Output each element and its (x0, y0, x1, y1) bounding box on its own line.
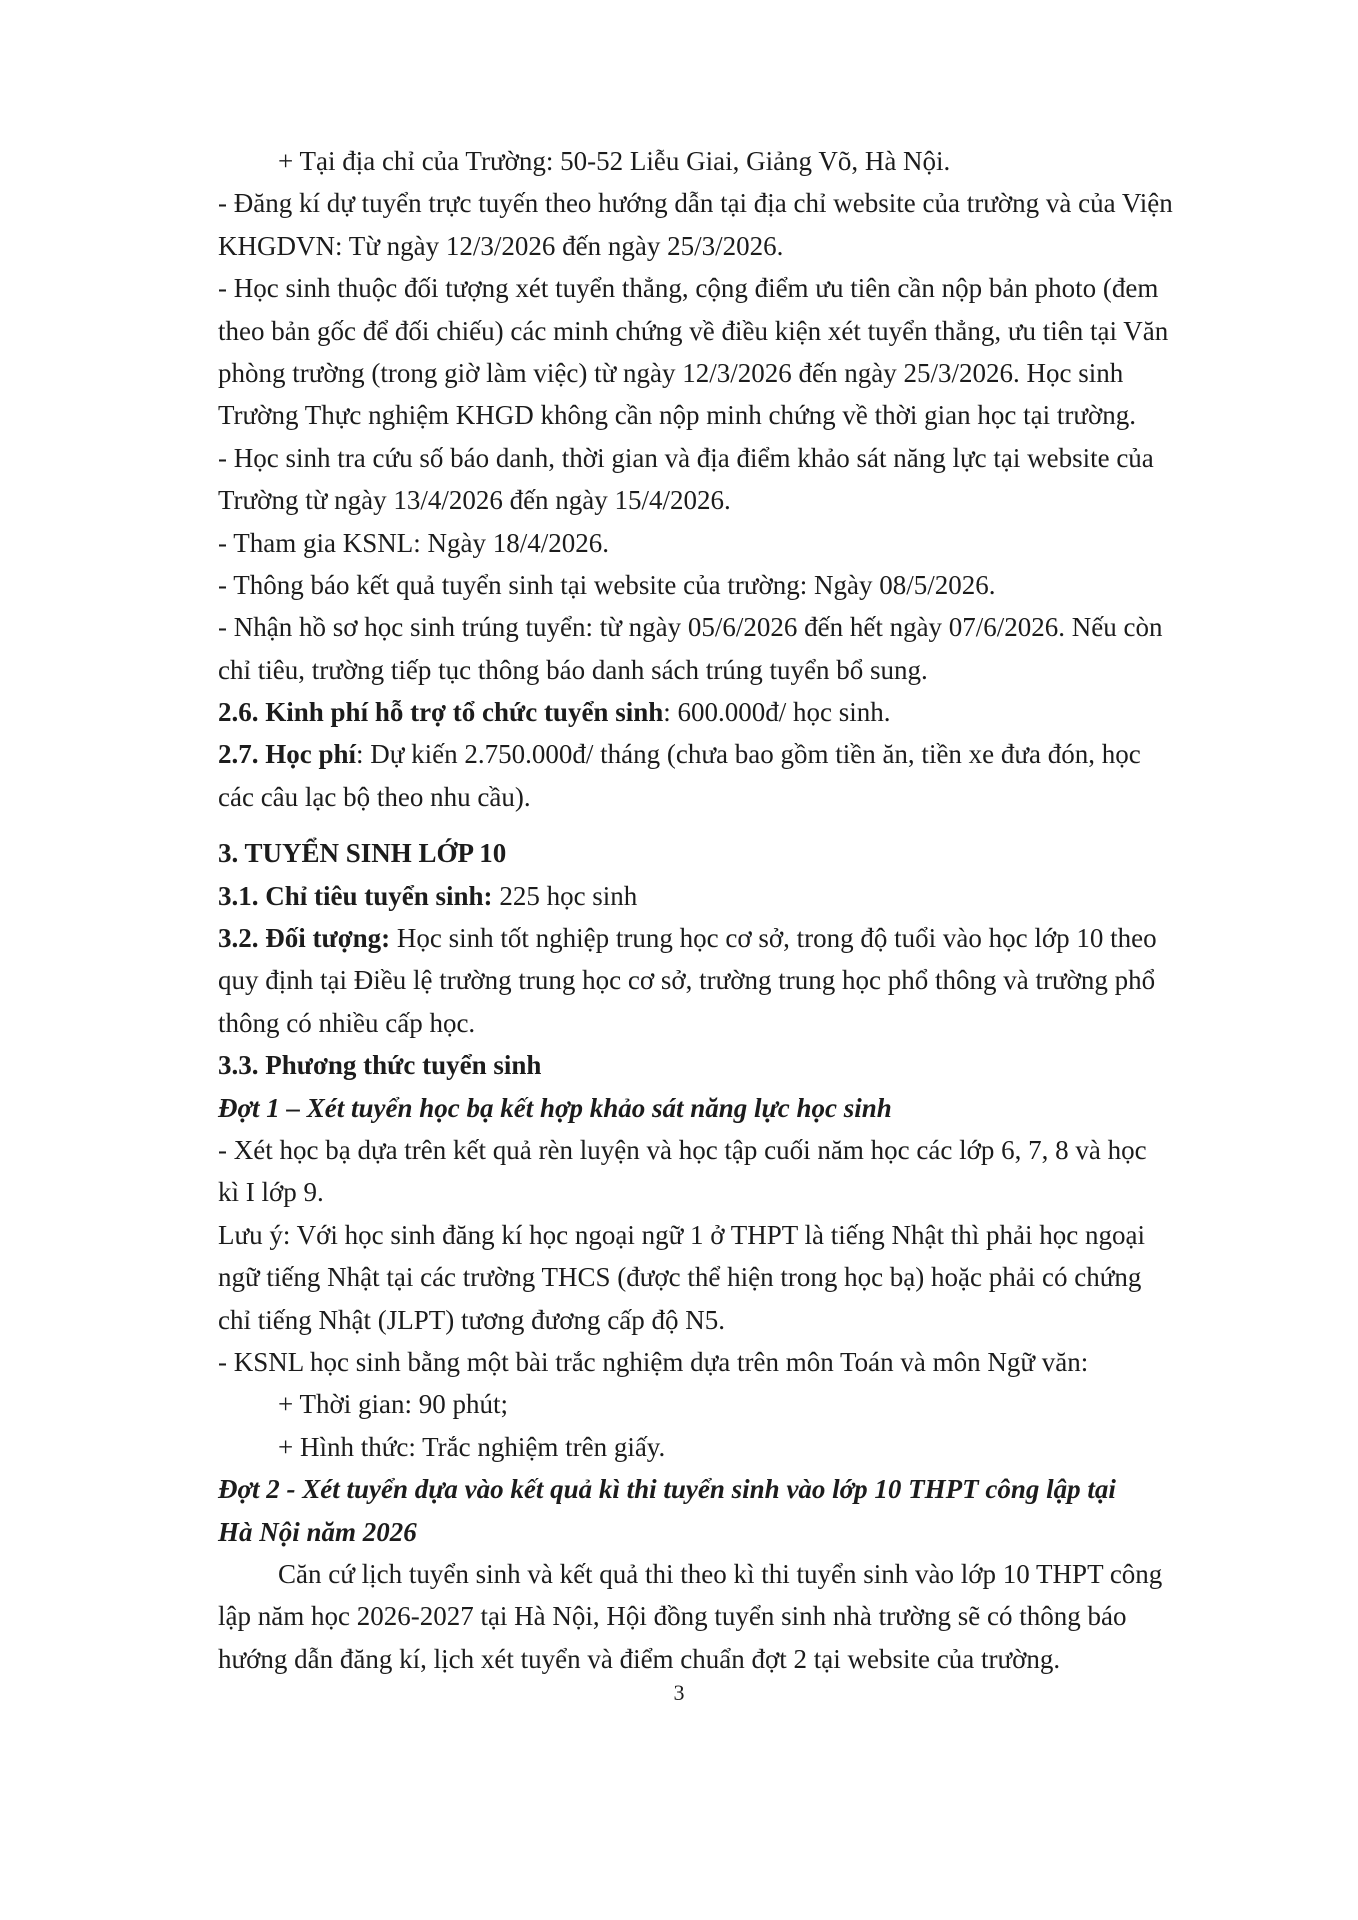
text-line: ngữ tiếng Nhật tại các trường THCS (được thể hiện trong học bạ) hoặc phải có chứng (218, 1262, 1142, 1293)
text-line: hướng dẫn đăng kí, lịch xét tuyển và điểm chuẩn đợt 2 tại website của trường. (218, 1643, 1061, 1674)
line-text: : Dự kiến 2.750.000đ/ tháng (chưa bao gồm tiền ăn, tiền xe đưa đón, học (356, 739, 1141, 770)
text-line: quy định tại Điều lệ trường trung học cơ sở, trường trung học phổ thông và trường phổ (218, 965, 1156, 996)
line-label: 2.7. Học phí (218, 739, 357, 770)
section-heading: 3. TUYỂN SINH LỚP 10 (218, 838, 507, 869)
text-line: Căn cứ lịch tuyển sinh và kết quả thi theo kì thi tuyển sinh vào lớp 10 THPT công (278, 1558, 1163, 1589)
text-line: Trường Thực nghiệm KHGD không cần nộp minh chứng về thời gian học tại trường. (218, 400, 1137, 431)
text-line: kì I lớp 9. (218, 1177, 324, 1208)
labeled-line (218, 733, 1218, 775)
text-line: chỉ tiếng Nhật (JLPT) tương đương cấp độ N5. (218, 1304, 725, 1335)
text-line: KHGDVN: Từ ngày 12/3/2026 đến ngày 25/3/2026. (218, 230, 784, 261)
text-line: - Đăng kí dự tuyển trực tuyến theo hướng dẫn tại địa chỉ website của trường và của Viện (218, 188, 1173, 219)
text-line: chỉ tiêu, trường tiếp tục thông báo danh sách trúng tuyển bổ sung. (218, 654, 928, 685)
page-number: 3 (673, 1680, 685, 1705)
text-line: + Thời gian: 90 phút; (278, 1389, 509, 1420)
line-text: : 600.000đ/ học sinh. (663, 697, 891, 728)
text-line: - KSNL học sinh bằng một bài trắc nghiệm dựa trên môn Toán và môn Ngữ văn: (218, 1346, 1089, 1377)
text-line: - Tham gia KSNL: Ngày 18/4/2026. (218, 527, 609, 558)
text-line: Trường từ ngày 13/4/2026 đến ngày 15/4/2026. (218, 485, 731, 516)
text-line: + Hình thức: Trắc nghiệm trên giấy. (278, 1431, 666, 1462)
text-line: thông có nhiều cấp học. (218, 1007, 476, 1038)
subsection-heading: Hà Nội năm 2026 (218, 1516, 417, 1547)
text-line: Lưu ý: Với học sinh đăng kí học ngoại ngữ 1 ở THPT là tiếng Nhật thì phải học ngoại (218, 1219, 1145, 1250)
subsection-heading: Đợt 1 – Xét tuyển học bạ kết hợp khảo sát năng lực học sinh (218, 1092, 892, 1123)
text-line: - Xét học bạ dựa trên kết quả rèn luyện và học tập cuối năm học các lớp 6, 7, 8 và học (218, 1134, 1147, 1165)
line-label: 3.2. Đối tượng: (218, 923, 391, 954)
section-heading: 3.3. Phương thức tuyển sinh (218, 1050, 542, 1081)
line-label: 3.1. Chỉ tiêu tuyển sinh: (218, 880, 493, 911)
line-text: 225 học sinh (492, 880, 638, 911)
line-text: Học sinh tốt nghiệp trung học cơ sở, trong độ tuổi vào học lớp 10 theo (390, 923, 1157, 954)
text-line: - Học sinh thuộc đối tượng xét tuyển thẳng, cộng điểm ưu tiên cần nộp bản photo (đem (218, 273, 1159, 304)
text-line: - Nhận hồ sơ học sinh trúng tuyển: từ ngày 05/6/2026 đến hết ngày 07/6/2026. Nếu còn (218, 612, 1163, 643)
labeled-line (218, 875, 1218, 917)
text-line: theo bản gốc để đối chiếu) các minh chứng về điều kiện xét tuyển thẳng, ưu tiên tại Văn (218, 315, 1169, 346)
text-line: lập năm học 2026-2027 tại Hà Nội, Hội đồng tuyển sinh nhà trường sẽ có thông báo (218, 1601, 1127, 1632)
text-line: - Thông báo kết quả tuyển sinh tại website của trường: Ngày 08/5/2026. (218, 569, 996, 600)
line-label: 2.6. Kinh phí hỗ trợ tổ chức tuyển sinh (218, 697, 664, 728)
labeled-line (218, 691, 1218, 733)
text-line: - Học sinh tra cứu số báo danh, thời gian và địa điểm khảo sát năng lực tại website của (218, 442, 1154, 473)
subsection-heading: Đợt 2 - Xét tuyển dựa vào kết quả kì thi tuyển sinh vào lớp 10 THPT công lập tại (218, 1474, 1116, 1505)
text-line: + Tại địa chỉ của Trường: 50-52 Liễu Giai, Giảng Võ, Hà Nội. (278, 146, 951, 176)
document-body (218, 140, 1218, 1680)
text-line: phòng trường (trong giờ làm việc) từ ngày 12/3/2026 đến ngày 25/3/2026. Học sinh (218, 357, 1124, 388)
text-line: các câu lạc bộ theo nhu cầu). (218, 781, 531, 812)
labeled-line (218, 917, 1218, 959)
